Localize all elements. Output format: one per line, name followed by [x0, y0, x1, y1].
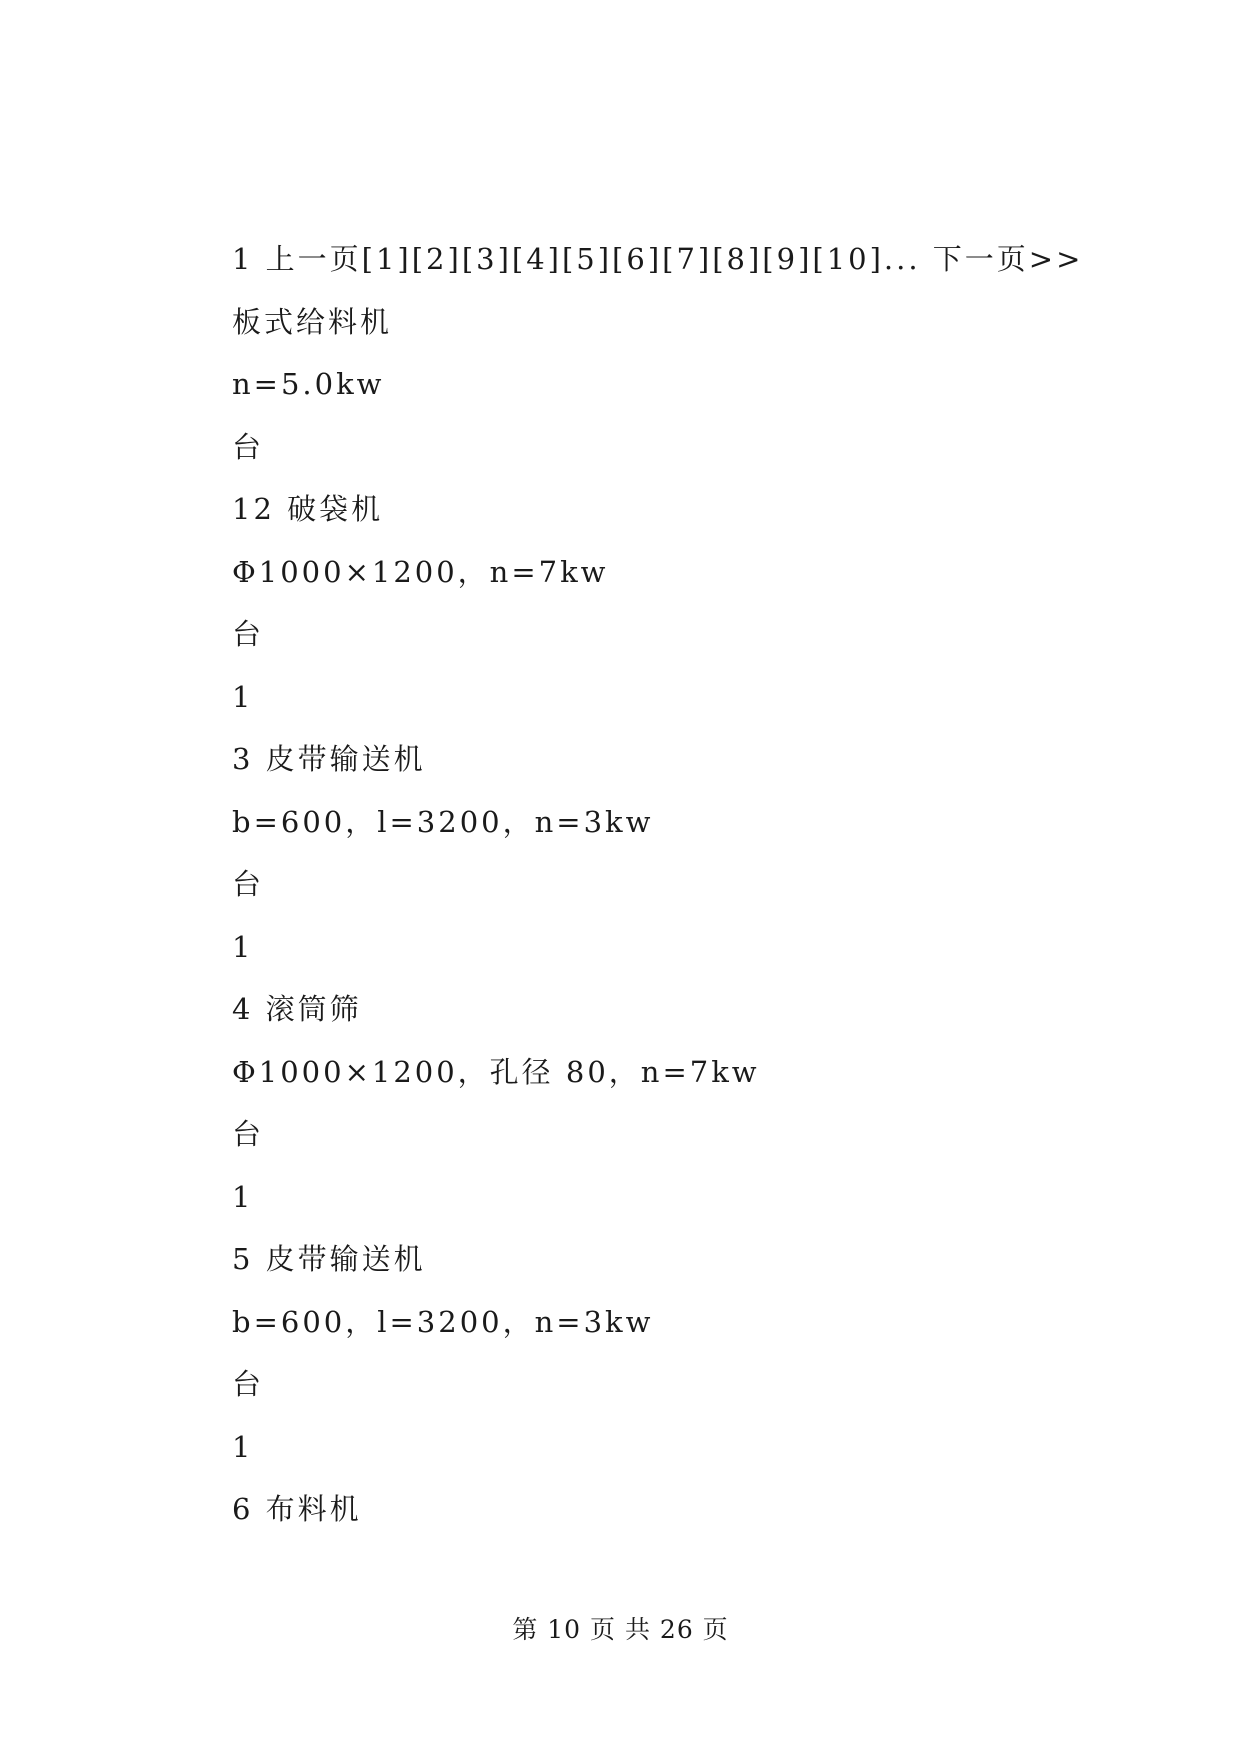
- text-line: 台: [232, 1117, 265, 1151]
- page-footer: 第 10 页 共 26 页: [512, 1615, 729, 1644]
- text-line: 1: [232, 1179, 254, 1214]
- text-line: b=600，l=3200，n=3kw: [232, 804, 654, 839]
- text-line: 5 皮带输送机: [232, 1242, 426, 1276]
- text-line: Φ1000×1200，孔径 80，n=7kw: [232, 1054, 760, 1089]
- text-line: 台: [232, 867, 265, 901]
- text-line: 3 皮带输送机: [232, 742, 426, 776]
- text-line: 12 破袋机: [232, 492, 384, 526]
- text-line: 台: [232, 1367, 265, 1401]
- text-line: 4 滚筒筛: [232, 992, 362, 1026]
- text-line: 1: [232, 929, 254, 964]
- text-line: n=5.0kw: [232, 367, 385, 401]
- text-line: 台: [232, 429, 265, 464]
- pagination-line: 1 上一页[1][2][3][4][5][6][7][8][9][10]... 下一页>>: [232, 242, 1084, 276]
- text-line: 板式给料机: [232, 304, 393, 339]
- document-body: [232, 228, 1132, 1541]
- text-line: 6 布料机: [232, 1492, 362, 1526]
- text-line: Φ1000×1200，n=7kw: [232, 554, 609, 589]
- text-line: b=600，l=3200，n=3kw: [232, 1304, 654, 1339]
- text-line: 台: [232, 617, 265, 651]
- text-line: 1: [232, 1429, 254, 1464]
- text-line: 1: [232, 679, 254, 714]
